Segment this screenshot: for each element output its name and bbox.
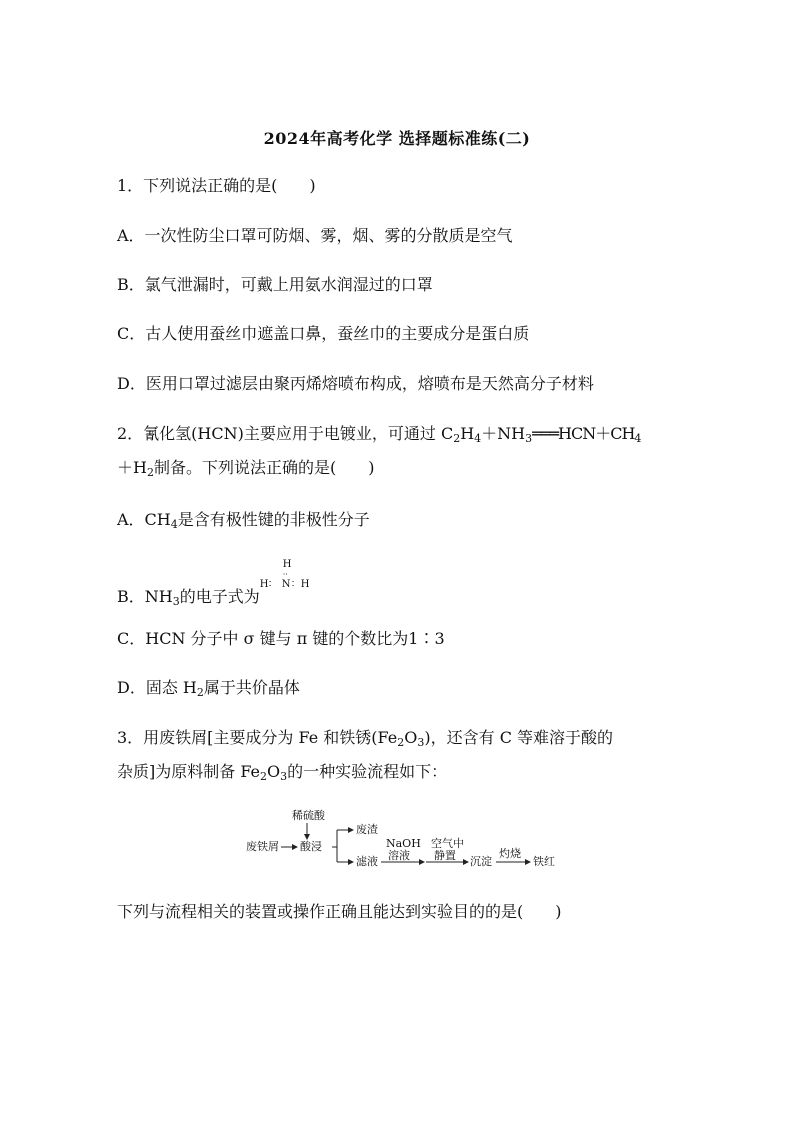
q2-stem-text-a: 2．氰化氢(HCN)主要应用于电镀业，可通过 C [117,424,454,443]
lewis-dots-top: ·· [282,570,288,579]
flow-start-node: 废铁屑 [246,840,279,853]
q1-option-c: C．古人使用蚕丝巾遮盖口鼻，蚕丝巾的主要成分是蛋白质 [117,324,530,343]
q2-stem-line2 [117,458,684,478]
q1-option-a: A．一次性防尘口罩可防烟、雾，烟、雾的分散质是空气 [117,226,513,245]
q2-option-b-text2: 的电子式为 [179,587,260,606]
sub: 3 [172,595,180,608]
sub: 4 [634,432,642,445]
sub: 2 [397,736,405,749]
q1-option-b: B．氯气泄漏时，可戴上用氨水润湿过的口罩 [117,275,433,294]
sub: 3 [525,432,533,445]
q2-stem-text-e: ＋H [117,458,147,477]
q2-stem-line1 [117,424,684,444]
flow-residue-node: 废渣 [356,823,378,836]
flow-burn-label: 灼烧 [499,847,521,860]
flow-air-label: 空气中 [431,837,464,850]
q3-stem-text-d: 杂质]为原料制备 Fe [117,762,261,781]
q2-stem-text-c: ＋NH [481,424,526,443]
sub: 3 [280,770,288,783]
lewis-dots-right: ∶ [291,579,295,590]
q2-option-a-text2: 是含有极性键的非极性分子 [177,510,370,529]
nh3-electron-formula [259,559,316,608]
sub: 2 [196,686,204,699]
lewis-dots-left: ∶ [268,579,272,590]
flow-acid-label: 稀硫酸 [292,809,325,822]
q2-option-b [117,559,684,608]
q1-option-d: D．医用口罩过滤层由聚丙烯熔喷布构成，熔喷布是天然高分子材料 [117,374,594,393]
lewis-h-right: H [300,579,310,590]
lewis-h-top: H [282,559,292,570]
q3-question: 下列与流程相关的装置或操作正确且能达到实验目的的是( ) [117,902,562,921]
sub: 2 [146,466,154,479]
flow-stand-label: 静置 [434,849,456,862]
q3-stem-text-f: 的一种实验流程如下： [287,762,448,781]
q2-option-b-text: B．NH [117,587,173,606]
q2-option-a-text: A．CH [117,510,171,529]
q2-option-d [117,678,684,698]
q2-stem-text-f: 制备。下列说法正确的是( ) [153,458,375,477]
process-flow-diagram [240,806,560,878]
flow-filtrate-node: 滤液 [356,855,378,868]
q2-option-a [117,510,684,530]
sub: 4 [474,432,482,445]
sub: 3 [417,736,425,749]
q3-stem-text-a: 3．用废铁屑[主要成分为 Fe 和铁锈(Fe [117,728,398,747]
flow-solution-label: 溶液 [388,849,410,862]
q3-stem-text-b: O [404,728,418,747]
lewis-n: N [281,579,291,590]
q2-option-c: C．HCN 分子中 σ 键与 π 键的个数比为1∶3 [117,629,445,648]
q2-option-d-text2: 属于共价晶体 [203,678,300,697]
sub: 2 [260,770,268,783]
lewis-h-left: H [259,579,269,590]
q3-stem-text-e: O [267,762,281,781]
flow-leach-node: 酸浸 [300,840,322,853]
flow-product-node: 铁红 [533,855,555,868]
q1-stem: 1．下列说法正确的是( ) [117,176,316,195]
sub: 2 [453,432,461,445]
page-title: 2024年高考化学 选择题标准练(二) [263,129,531,148]
q3-stem-line2 [117,762,684,782]
flow-naoh-label: NaOH [386,837,421,850]
q3-stem-line1 [117,728,684,748]
q3-stem-text-c: )，还含有 C 等难溶于酸的 [424,728,614,747]
q2-stem-text-b: H [460,424,475,443]
flow-precipitate-node: 沉淀 [470,855,492,868]
q2-stem-text-d: ═══HCN＋CH [532,424,635,443]
q2-option-d-text: D．固态 H [117,678,197,697]
sub: 4 [170,518,178,531]
